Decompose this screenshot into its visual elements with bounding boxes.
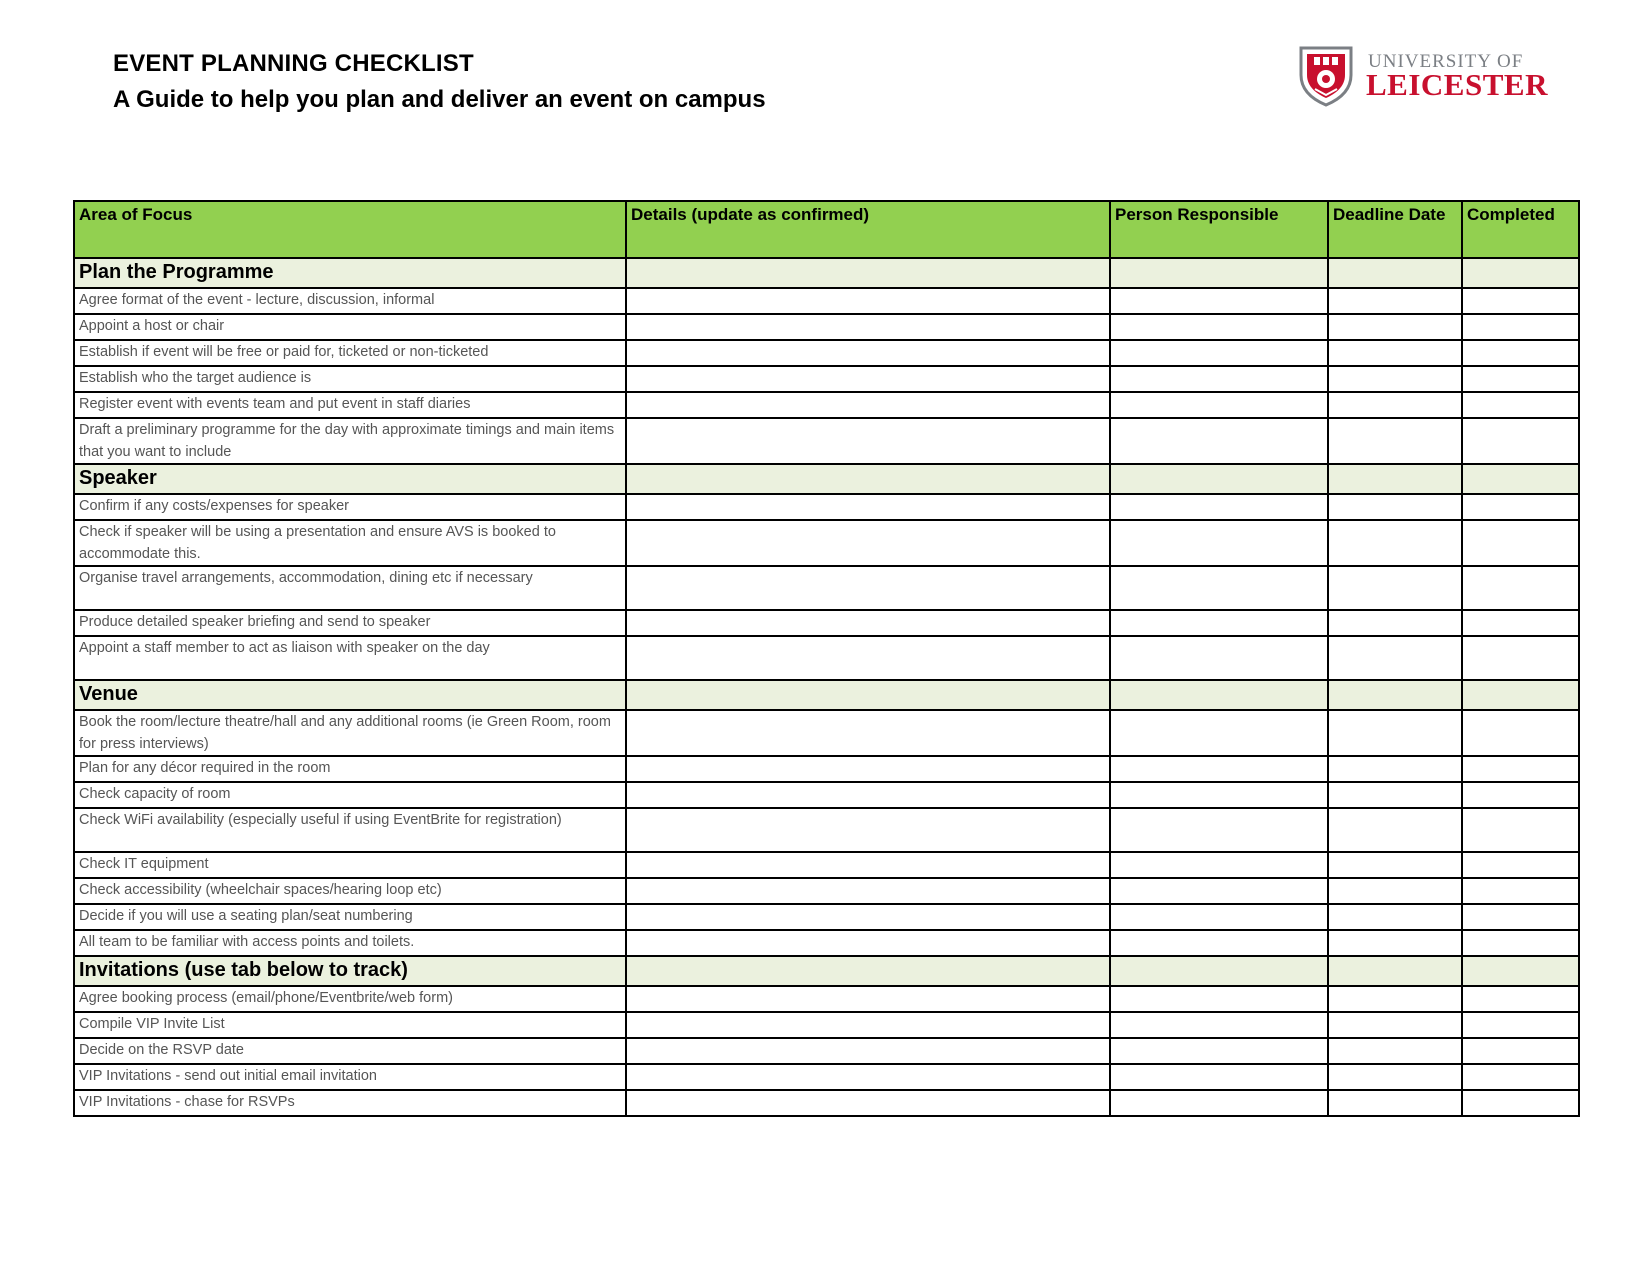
- task-cell: Establish who the target audience is: [74, 366, 626, 392]
- completed-cell[interactable]: [1462, 1090, 1579, 1116]
- column-header-details: Details (update as confirmed): [626, 201, 1110, 258]
- task-cell: Check if speaker will be using a presentation and ensure AVS is booked to accommodate this.: [74, 520, 626, 566]
- task-cell: Agree format of the event - lecture, discussion, informal: [74, 288, 626, 314]
- person-cell[interactable]: [1110, 520, 1328, 566]
- completed-cell[interactable]: [1462, 520, 1579, 566]
- details-cell[interactable]: [626, 852, 1110, 878]
- details-cell[interactable]: [626, 986, 1110, 1012]
- table-row: [74, 288, 1579, 314]
- completed-cell[interactable]: [1462, 986, 1579, 1012]
- table-row: [74, 930, 1579, 956]
- deadline-cell[interactable]: [1328, 520, 1462, 566]
- deadline-cell[interactable]: [1328, 756, 1462, 782]
- deadline-cell[interactable]: [1328, 288, 1462, 314]
- person-cell[interactable]: [1110, 756, 1328, 782]
- deadline-cell[interactable]: [1328, 340, 1462, 366]
- deadline-cell[interactable]: [1328, 878, 1462, 904]
- table-row: [74, 782, 1579, 808]
- task-cell: VIP Invitations - send out initial email invitation: [74, 1064, 626, 1090]
- shield-icon: [1298, 45, 1354, 107]
- completed-cell[interactable]: [1462, 636, 1579, 680]
- section-title: Venue: [74, 680, 626, 710]
- completed-cell[interactable]: [1462, 878, 1579, 904]
- deadline-cell[interactable]: [1328, 494, 1462, 520]
- table-row: [74, 710, 1579, 756]
- task-cell: Organise travel arrangements, accommodation, dining etc if necessary: [74, 566, 626, 610]
- table-row: [74, 1038, 1579, 1064]
- details-cell[interactable]: [626, 636, 1110, 680]
- column-header-area-of-focus: Area of Focus: [74, 201, 626, 258]
- completed-cell[interactable]: [1462, 904, 1579, 930]
- task-cell: Appoint a staff member to act as liaison with speaker on the day: [74, 636, 626, 680]
- task-cell: Draft a preliminary programme for the day with approximate timings and main items that you want to include: [74, 418, 626, 464]
- completed-cell[interactable]: [1462, 756, 1579, 782]
- table-row: [74, 878, 1579, 904]
- person-cell[interactable]: [1110, 878, 1328, 904]
- section-title: Plan the Programme: [74, 258, 626, 288]
- completed-cell[interactable]: [1462, 782, 1579, 808]
- person-cell[interactable]: [1110, 782, 1328, 808]
- task-cell: All team to be familiar with access points and toilets.: [74, 930, 626, 956]
- task-cell: Compile VIP Invite List: [74, 1012, 626, 1038]
- completed-cell[interactable]: [1462, 288, 1579, 314]
- deadline-cell[interactable]: [1328, 566, 1462, 610]
- details-cell[interactable]: [626, 418, 1110, 464]
- section-row: [74, 680, 1579, 710]
- task-cell: Register event with events team and put event in staff diaries: [74, 392, 626, 418]
- details-cell[interactable]: [626, 288, 1110, 314]
- details-cell[interactable]: [626, 904, 1110, 930]
- person-cell[interactable]: [1110, 904, 1328, 930]
- logo-text-line1: UNIVERSITY OF: [1368, 51, 1524, 72]
- task-cell: Book the room/lecture theatre/hall and any additional rooms (ie Green Room, room for press interviews): [74, 710, 626, 756]
- details-cell[interactable]: [626, 494, 1110, 520]
- details-cell[interactable]: [626, 756, 1110, 782]
- person-cell[interactable]: [1110, 710, 1328, 756]
- table-row: [74, 340, 1579, 366]
- table-row: [74, 314, 1579, 340]
- task-cell: Check accessibility (wheelchair spaces/hearing loop etc): [74, 878, 626, 904]
- person-cell[interactable]: [1110, 366, 1328, 392]
- column-header-completed: Completed: [1462, 201, 1579, 258]
- completed-cell[interactable]: [1462, 610, 1579, 636]
- completed-cell[interactable]: [1462, 852, 1579, 878]
- table-row: [74, 1012, 1579, 1038]
- table-row: [74, 610, 1579, 636]
- table-row: [74, 392, 1579, 418]
- table-row: [74, 1090, 1579, 1116]
- details-cell[interactable]: [626, 610, 1110, 636]
- table-header-row: [74, 201, 1579, 258]
- completed-cell[interactable]: [1462, 566, 1579, 610]
- completed-cell[interactable]: [1462, 314, 1579, 340]
- task-cell: Agree booking process (email/phone/Eventbrite/web form): [74, 986, 626, 1012]
- deadline-cell[interactable]: [1328, 782, 1462, 808]
- checklist-table: [73, 200, 1580, 1117]
- deadline-cell[interactable]: [1328, 1064, 1462, 1090]
- deadline-cell[interactable]: [1328, 392, 1462, 418]
- details-cell[interactable]: [626, 520, 1110, 566]
- completed-cell[interactable]: [1462, 1064, 1579, 1090]
- person-cell[interactable]: [1110, 314, 1328, 340]
- details-cell[interactable]: [626, 1064, 1110, 1090]
- person-cell[interactable]: [1110, 930, 1328, 956]
- column-header-deadline-date: Deadline Date: [1328, 201, 1462, 258]
- person-cell[interactable]: [1110, 808, 1328, 852]
- deadline-cell[interactable]: [1328, 808, 1462, 852]
- person-cell[interactable]: [1110, 636, 1328, 680]
- table-row: [74, 1064, 1579, 1090]
- table-row: [74, 986, 1579, 1012]
- deadline-cell[interactable]: [1328, 986, 1462, 1012]
- person-cell[interactable]: [1110, 418, 1328, 464]
- person-cell[interactable]: [1110, 1012, 1328, 1038]
- person-cell[interactable]: [1110, 340, 1328, 366]
- completed-cell[interactable]: [1462, 710, 1579, 756]
- completed-cell[interactable]: [1462, 930, 1579, 956]
- completed-cell[interactable]: [1462, 366, 1579, 392]
- table-row: [74, 636, 1579, 680]
- completed-cell[interactable]: [1462, 392, 1579, 418]
- task-cell: Decide on the RSVP date: [74, 1038, 626, 1064]
- table-row: [74, 494, 1579, 520]
- details-cell[interactable]: [626, 566, 1110, 610]
- table-row: [74, 418, 1579, 464]
- section-row: [74, 464, 1579, 494]
- task-cell: Appoint a host or chair: [74, 314, 626, 340]
- completed-cell[interactable]: [1462, 1038, 1579, 1064]
- details-cell[interactable]: [626, 930, 1110, 956]
- table-row: [74, 366, 1579, 392]
- details-cell[interactable]: [626, 1038, 1110, 1064]
- person-cell[interactable]: [1110, 1038, 1328, 1064]
- table-row: [74, 566, 1579, 610]
- details-cell[interactable]: [626, 808, 1110, 852]
- table-row: [74, 808, 1579, 852]
- section-title: Invitations (use tab below to track): [74, 956, 626, 986]
- table-row: [74, 852, 1579, 878]
- university-logo: [1298, 45, 1548, 107]
- deadline-cell[interactable]: [1328, 418, 1462, 464]
- person-cell[interactable]: [1110, 392, 1328, 418]
- completed-cell[interactable]: [1462, 418, 1579, 464]
- details-cell[interactable]: [626, 710, 1110, 756]
- section-row: [74, 258, 1579, 288]
- task-cell: Check WiFi availability (especially useful if using EventBrite for registration): [74, 808, 626, 852]
- details-cell[interactable]: [626, 878, 1110, 904]
- task-cell: Confirm if any costs/expenses for speaker: [74, 494, 626, 520]
- table-row: [74, 756, 1579, 782]
- task-cell: Check capacity of room: [74, 782, 626, 808]
- deadline-cell[interactable]: [1328, 610, 1462, 636]
- person-cell[interactable]: [1110, 288, 1328, 314]
- person-cell[interactable]: [1110, 852, 1328, 878]
- deadline-cell[interactable]: [1328, 1090, 1462, 1116]
- deadline-cell[interactable]: [1328, 1012, 1462, 1038]
- details-cell[interactable]: [626, 392, 1110, 418]
- deadline-cell[interactable]: [1328, 852, 1462, 878]
- section-title: Speaker: [74, 464, 626, 494]
- completed-cell[interactable]: [1462, 340, 1579, 366]
- task-cell: VIP Invitations - chase for RSVPs: [74, 1090, 626, 1116]
- completed-cell[interactable]: [1462, 494, 1579, 520]
- task-cell: Plan for any décor required in the room: [74, 756, 626, 782]
- deadline-cell[interactable]: [1328, 314, 1462, 340]
- deadline-cell[interactable]: [1328, 930, 1462, 956]
- task-cell: Check IT equipment: [74, 852, 626, 878]
- page-title: EVENT PLANNING CHECKLIST: [113, 50, 474, 77]
- deadline-cell[interactable]: [1328, 1038, 1462, 1064]
- details-cell[interactable]: [626, 782, 1110, 808]
- person-cell[interactable]: [1110, 1064, 1328, 1090]
- person-cell[interactable]: [1110, 566, 1328, 610]
- person-cell[interactable]: [1110, 986, 1328, 1012]
- deadline-cell[interactable]: [1328, 366, 1462, 392]
- completed-cell[interactable]: [1462, 808, 1579, 852]
- person-cell[interactable]: [1110, 494, 1328, 520]
- details-cell[interactable]: [626, 366, 1110, 392]
- table-row: [74, 904, 1579, 930]
- page-subtitle: A Guide to help you plan and deliver an event on campus: [113, 86, 766, 113]
- details-cell[interactable]: [626, 1090, 1110, 1116]
- person-cell[interactable]: [1110, 1090, 1328, 1116]
- deadline-cell[interactable]: [1328, 636, 1462, 680]
- section-row: [74, 956, 1579, 986]
- deadline-cell[interactable]: [1328, 904, 1462, 930]
- deadline-cell[interactable]: [1328, 710, 1462, 756]
- completed-cell[interactable]: [1462, 1012, 1579, 1038]
- details-cell[interactable]: [626, 1012, 1110, 1038]
- column-header-person-responsible: Person Responsible: [1110, 201, 1328, 258]
- person-cell[interactable]: [1110, 610, 1328, 636]
- task-cell: Decide if you will use a seating plan/seat numbering: [74, 904, 626, 930]
- details-cell[interactable]: [626, 314, 1110, 340]
- logo-text-line2: LEICESTER: [1366, 67, 1548, 102]
- task-cell: Produce detailed speaker briefing and send to speaker: [74, 610, 626, 636]
- details-cell[interactable]: [626, 340, 1110, 366]
- task-cell: Establish if event will be free or paid for, ticketed or non-ticketed: [74, 340, 626, 366]
- table-row: [74, 520, 1579, 566]
